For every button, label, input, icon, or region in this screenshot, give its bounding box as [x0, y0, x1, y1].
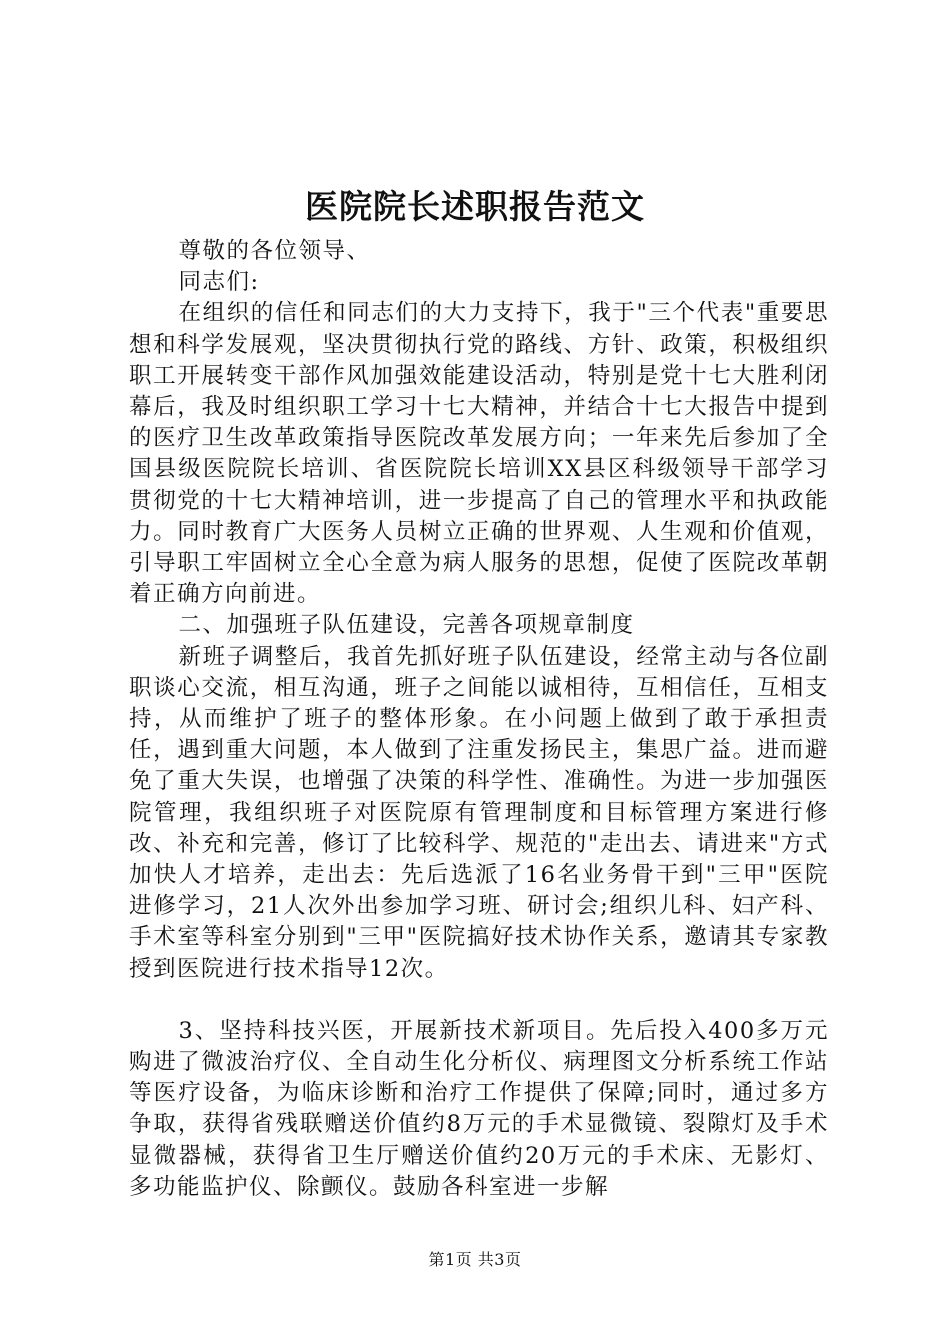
document-body	[129, 236, 829, 1203]
paragraph-technology: 3、坚持科技兴医，开展新技术新项目。先后投入400多万元购进了微波治疗仪、全自动生化分析仪、病理图文分析系统工作站等医疗设备，为临床诊断和治疗工作提供了保障;同时，通过多方争取，获得省残联赠送价值约8万元的手术显微镜、裂隙灯及手术显微器械，获得省卫生厅赠送价值约20万元的手术床、无影灯、多功能监护仪、除颤仪。鼓励各科室进一步解	[129, 1017, 829, 1200]
section-heading-2: 二、加强班子队伍建设，完善各项规章制度	[178, 612, 635, 639]
salutation-line-2: 同志们:	[178, 269, 260, 296]
document-title: 医院院长述职报告范文	[305, 187, 645, 226]
salutation-line-1: 尊敬的各位领导、	[178, 238, 371, 264]
page-footer: 第1页 共3页	[428, 1250, 522, 1269]
paragraph-intro: 在组织的信任和同志们的大力支持下，我于"三个代表"重要思想和科学发展观，坚决贯彻执行党的路线、方针、政策，积极组织职工开展转变干部作风加强效能建设活动，特别是党十七大胜利闭幕后，我及时组织职工学习十七大精神，并结合十七大报告中提到的医疗卫生改革政策指导医院改革发展方向；一年来先后参加了全国县级医院院长培训、省医院院长培训XX县区科级领导干部学习贯彻党的十七大精神培训，进一步提高了自己的管理水平和执政能力。同时教育广大医务人员树立正确的世界观、人生观和价值观，引导职工牢固树立全心全意为病人服务的思想，促使了医院改革朝着正确方向前进。	[129, 300, 829, 608]
paragraph-spacer	[129, 985, 829, 1016]
paragraph-team-building: 新班子调整后，我首先抓好班子队伍建设，经常主动与各位副职谈心交流，相互沟通，班子之间能以诚相待，互相信任，互相支持，从而维护了班子的整体形象。在小问题上做到了敢于承担责任，遇到重大问题，本人做到了注重发扬民主，集思广益。进而避免了重大失误，也增强了决策的科学性、准确性。为进一步加强医院管理，我组织班子对医院原有管理制度和目标管理方案进行修改、补充和完善，修订了比较科学、规范的"走出去、请进来"方式加快人才培养，走出去：先后选派了16名业务骨干到"三甲"医院进修学习，21人次外出参加学习班、研讨会;组织儿科、妇产科、手术室等科室分别到"三甲"医院搞好技术协作关系，邀请其专家教授到医院进行技术指导12次。	[129, 643, 829, 982]
